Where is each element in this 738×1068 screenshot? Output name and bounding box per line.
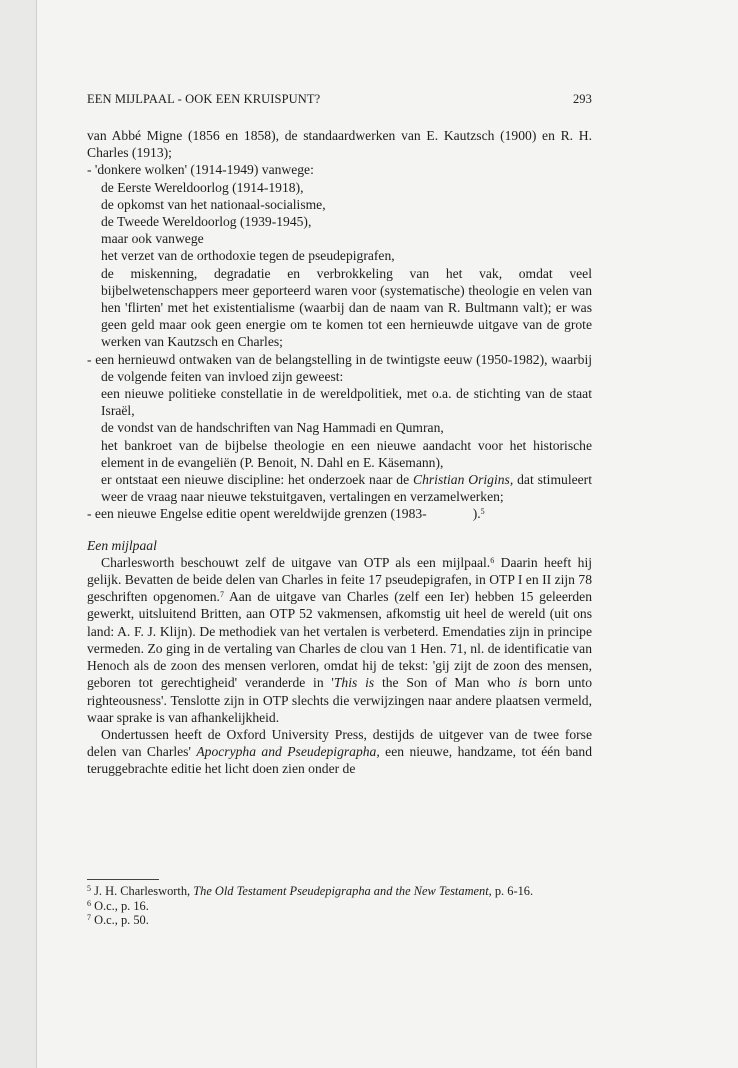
page-number: 293 [572, 92, 592, 106]
paragraph-text: Aan de uitgave van Charles (zelf een Ier) hebben 15 geleerden gewerkt, uitsluitend Britten, aan OTP 52 vakmensen, afkomstig uit heel de wereld (uit ons land: A. F. J. Klijn). De methodiek van het vertalen is verbeterd. Emendaties zijn in principe vermeden. Zo ging in de vertaling van Charles de clou van 1 Hen. 71, nl. de identificatie van Henoch als de zoon des mensen verloren, omdat hij de tekst: 'gij zijt de zoon des mensen, geboren tot gerechtigheid' veranderde in ' [87, 589, 593, 691]
paragraph-text: Daarin heeft hij gelijk. Bevatten de beide delen van Charles in feite 17 pseudepigrafen, in OTP I en II zijn 78 geschriften opgenomen. [87, 554, 593, 605]
footnote-divider [87, 879, 159, 880]
footnote-text: J. H. Charlesworth, [94, 884, 194, 898]
book-title: Apocrypha and Pseudepigrapha, [196, 744, 380, 760]
list-item: een nieuwe politieke constellatie in de wereldpolitiek, met o.a. de stichting van de staat Israël, [101, 386, 592, 419]
footnote-ref: 5 [480, 507, 485, 517]
list-text: - een nieuwe Engelse editie opent wereldwijde grenzen (1983- [87, 506, 427, 522]
list-item: - 'donkere wolken' (1914-1949) vanwege: [87, 162, 314, 178]
emphasis: is [518, 675, 528, 691]
footnote-text: O.c., p. 50. [94, 913, 149, 928]
paragraph-text: een nieuwe, handzame, tot één band teruggebrachte editie het licht doen zien onder de [87, 744, 592, 777]
footnotes [87, 884, 592, 928]
list-item: de Eerste Wereldoorlog (1914-1918), [101, 179, 304, 195]
running-title: EEN MIJLPAAL - OOK EEN KRUISPUNT? [87, 92, 321, 106]
footnote-mark: 5 [87, 884, 91, 893]
list-item: de vondst van de handschriften van Nag Hammadi en Qumran, [101, 420, 444, 436]
footnote-text: O.c., p. 16. [94, 898, 149, 913]
paragraph-text: the Son of Man who [374, 675, 519, 691]
paragraph-text: Charlesworth beschouwt zelf de uitgave van OTP als een mijlpaal. [101, 554, 491, 570]
section-heading: Een mijlpaal [87, 537, 157, 553]
paragraph [87, 554, 592, 726]
footnote [87, 913, 592, 928]
list-item: van Abbé Migne (1856 en 1858), de standaardwerken van E. Kautzsch (1900) en R. H. Charles (1913); [87, 128, 592, 161]
footnote-mark: 6 [87, 898, 91, 908]
emphasis: This is [333, 675, 375, 691]
list-item: het bankroet van de bijbelse theologie en een nieuwe aandacht voor het historische element in de evangeliën (P. Benoit, N. Dahl en E. Käsemann), [101, 437, 592, 470]
list-text: ). [472, 506, 481, 522]
footnote [87, 884, 592, 899]
paragraph-text: Ondertussen heeft de Oxford University Press, destijds de uitgever van de twee forse delen van Charles' [87, 726, 592, 760]
list-item: de miskenning, degradatie en verbrokkeling van het vak, omdat veel bijbelwetenschappers meer geporteerd waren voor (systematische) theologie en velen van hen 'flirten' met het existentialisme (waarbij dan de naam van R. Bultmann valt); er was geen geld maar ook geen energie om te komen tot een hernieuwde uitgave van de grote werken van Kautzsch en Charles; [101, 265, 592, 350]
footnote-text: p. 6-16. [491, 884, 534, 898]
footnote-title: The Old Testament Pseudepigrapha and the New Testament, [193, 884, 492, 898]
running-header [87, 92, 592, 110]
list-item [87, 505, 592, 522]
list-item: de Tweede Wereldoorlog (1939-1945), [101, 214, 312, 230]
main-text [87, 127, 592, 778]
list-emphasis: Christian Origins, [413, 472, 514, 488]
paragraph-text: born unto righteousness'. Tenslotte zijn in OTP slechts die verwijzingen naar andere plaatsen vermeld, waar sprake is van afhankelijkheid. [87, 675, 592, 725]
list-item [87, 471, 592, 505]
list-item: het verzet van de orthodoxie tegen de pseudepigrafen, [101, 248, 395, 264]
footnote-ref: 6 [490, 555, 495, 565]
footnote [87, 899, 592, 914]
list-text: dat stimuleert weer de vraag naar nieuwe tekstuitgaven, vertalingen en verzamelwerken; [101, 472, 592, 505]
footnote-mark: 7 [87, 913, 91, 923]
footnote-ref: 7 [219, 590, 224, 600]
list-item: de opkomst van het nationaal-socialisme, [101, 196, 326, 212]
list-item: maar ook vanwege [101, 231, 204, 247]
list-text: er ontstaat een nieuwe discipline: het onderzoek naar de [101, 472, 410, 488]
list-item: - een hernieuwd ontwaken van de belangstelling in de twintigste eeuw (1950-1982), waarbij de volgende feiten van invloed zijn geweest: [87, 351, 592, 384]
paragraph [87, 726, 592, 778]
